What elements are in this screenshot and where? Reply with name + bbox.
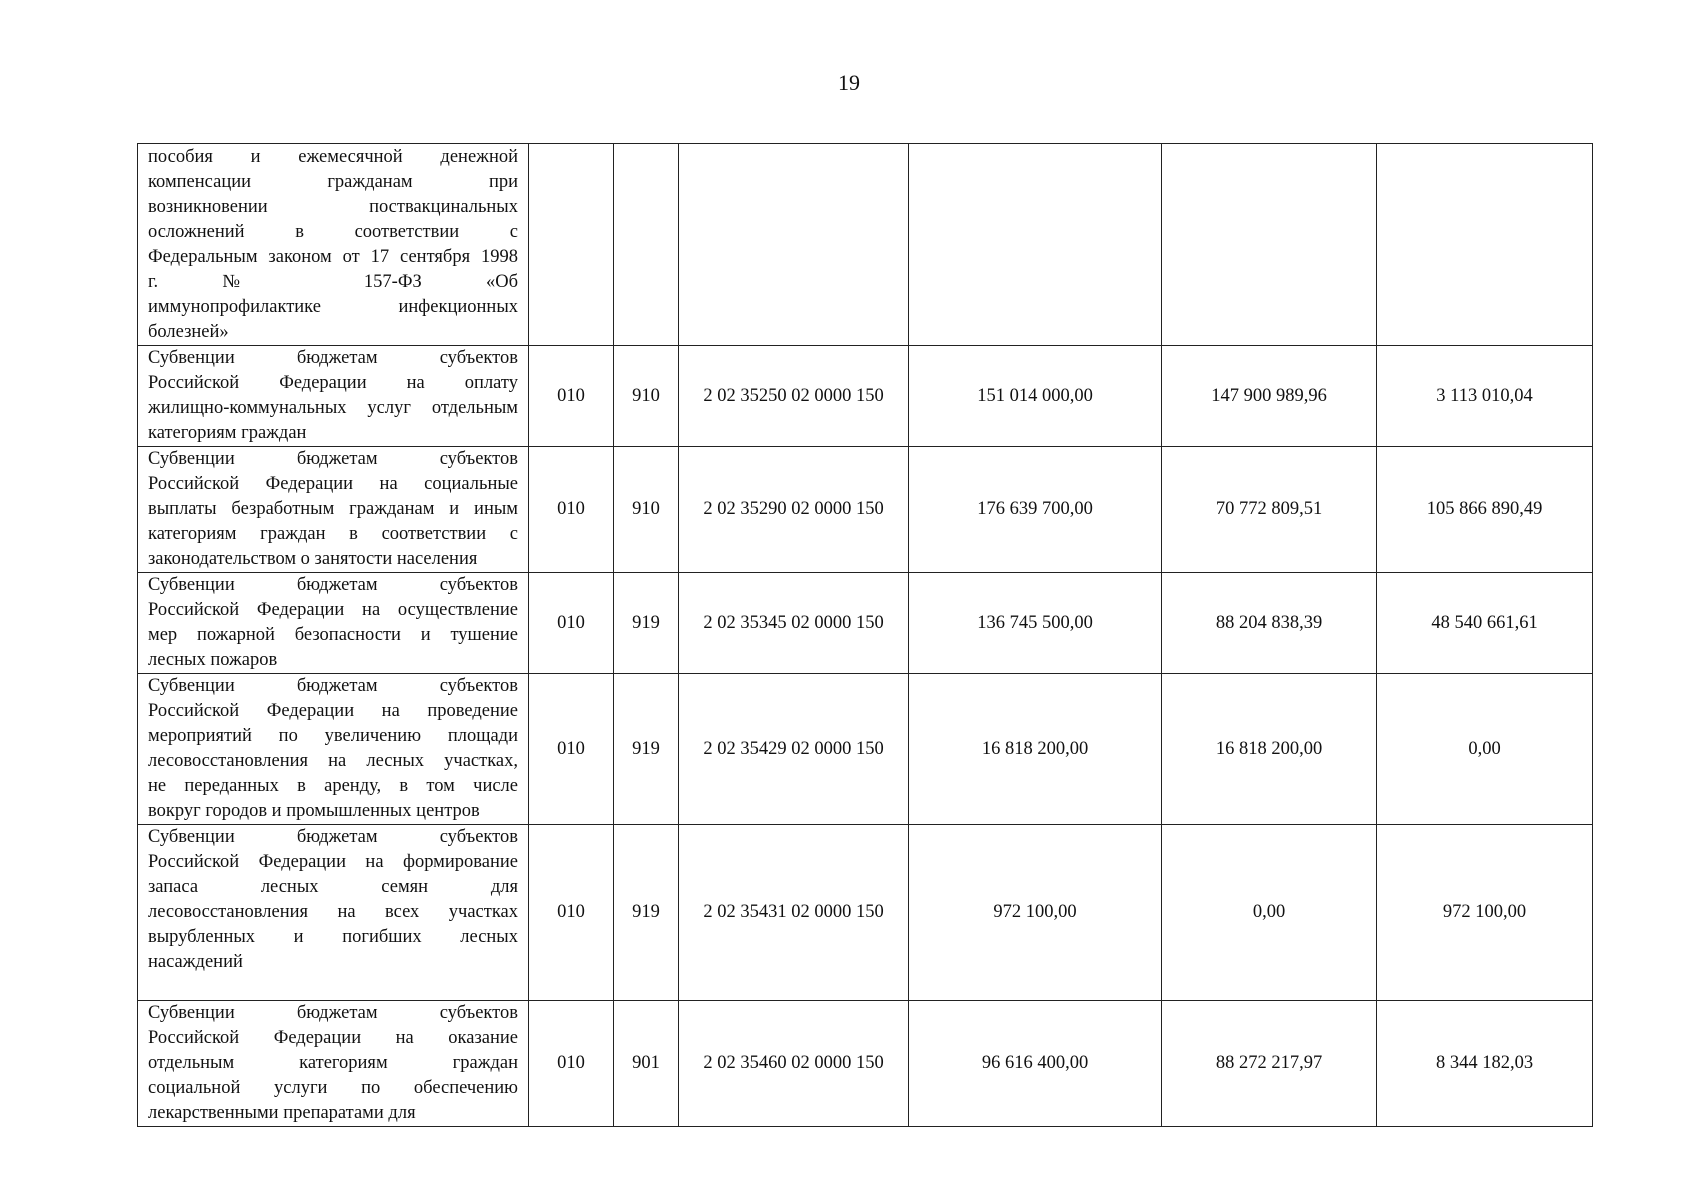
grbs-code-cell: 901 [614, 1001, 679, 1127]
admin-code-cell: 010 [529, 573, 614, 674]
description-line: не переданных в аренду, в том числе [148, 776, 518, 796]
admin-code-cell: 010 [529, 1001, 614, 1127]
planned-amount-cell: 151 014 000,00 [909, 346, 1162, 447]
remaining-amount-cell: 105 866 890,49 [1377, 447, 1593, 573]
description-line: пособия и ежемесячной денежной [148, 146, 518, 167]
executed-amount-cell [1162, 144, 1377, 346]
description-line: законодательством о занятости населения [148, 549, 478, 569]
description-line: мер пожарной безопасности и тушение [148, 625, 518, 645]
description-line: вокруг городов и промышленных центров [148, 801, 480, 821]
description-line: категориям граждан в соответствии с [148, 524, 518, 544]
planned-amount-cell: 176 639 700,00 [909, 447, 1162, 573]
planned-amount-cell: 136 745 500,00 [909, 573, 1162, 674]
remaining-amount-cell: 972 100,00 [1377, 825, 1593, 1001]
grbs-code-cell: 919 [614, 674, 679, 825]
executed-amount-cell: 147 900 989,96 [1162, 346, 1377, 447]
description-line: Российской Федерации на оплату [148, 373, 518, 393]
description-line: запаса лесных семян для [148, 877, 518, 897]
description-line: г. № 157-ФЗ «Об [148, 271, 518, 292]
grbs-code-cell: 919 [614, 825, 679, 1001]
planned-amount-cell: 16 818 200,00 [909, 674, 1162, 825]
description-cell [138, 346, 529, 447]
remaining-amount-cell: 48 540 661,61 [1377, 573, 1593, 674]
description-line: жилищно-коммунальных услуг отдельным [148, 398, 518, 418]
budget-table [137, 143, 1593, 1127]
description-line: Российской Федерации на формирование [148, 852, 518, 872]
description-line: Субвенции бюджетам субъектов [148, 1003, 518, 1023]
executed-amount-cell: 16 818 200,00 [1162, 674, 1377, 825]
grbs-code-cell: 910 [614, 346, 679, 447]
description-line: насаждений [148, 952, 243, 972]
description-line: лекарственными препаратами для [148, 1103, 416, 1123]
description-line: социальной услуги по обеспечению [148, 1078, 518, 1098]
table-row [138, 674, 1593, 825]
description-line: Российской Федерации на осуществление [148, 600, 518, 620]
description-line: Субвенции бюджетам субъектов [148, 449, 518, 469]
description-line: категориям граждан [148, 423, 307, 443]
table-row [138, 1001, 1593, 1127]
admin-code-cell: 010 [529, 674, 614, 825]
remaining-amount-cell [1377, 144, 1593, 346]
description-cell [138, 447, 529, 573]
page-number: 19 [838, 70, 860, 95]
admin-code-cell: 010 [529, 447, 614, 573]
grbs-code-cell: 910 [614, 447, 679, 573]
description-line: Субвенции бюджетам субъектов [148, 676, 518, 696]
budget-classification-code-cell: 2 02 35431 02 0000 150 [679, 825, 909, 1001]
grbs-code-cell [614, 144, 679, 346]
remaining-amount-cell: 3 113 010,04 [1377, 346, 1593, 447]
budget-classification-code-cell: 2 02 35250 02 0000 150 [679, 346, 909, 447]
description-cell [138, 573, 529, 674]
description-cell [138, 144, 529, 346]
description-line: Российской Федерации на социальные [148, 474, 518, 494]
description-line: осложнений в соответствии с [148, 221, 518, 242]
budget-classification-code-cell: 2 02 35345 02 0000 150 [679, 573, 909, 674]
admin-code-cell: 010 [529, 825, 614, 1001]
description-line: лесовосстановления на лесных участках, [148, 751, 518, 771]
table-row [138, 825, 1593, 1001]
description-line: Субвенции бюджетам субъектов [148, 827, 518, 847]
description-line: Субвенции бюджетам субъектов [148, 348, 518, 368]
description-line: Российской Федерации на оказание [148, 1028, 518, 1048]
description-cell [138, 1001, 529, 1127]
description-line: иммунопрофилактике инфекционных [148, 296, 518, 317]
description-line: отдельным категориям граждан [148, 1053, 518, 1073]
executed-amount-cell: 88 204 838,39 [1162, 573, 1377, 674]
description-line: мероприятий по увеличению площади [148, 726, 518, 746]
planned-amount-cell: 96 616 400,00 [909, 1001, 1162, 1127]
description-line: лесных пожаров [148, 650, 278, 670]
budget-classification-code-cell: 2 02 35429 02 0000 150 [679, 674, 909, 825]
description-line: Субвенции бюджетам субъектов [148, 575, 518, 595]
planned-amount-cell: 972 100,00 [909, 825, 1162, 1001]
budget-classification-code-cell: 2 02 35290 02 0000 150 [679, 447, 909, 573]
description-line: вырубленных и погибших лесных [148, 927, 518, 947]
description-line: лесовосстановления на всех участках [148, 902, 518, 922]
budget-classification-code-cell: 2 02 35460 02 0000 150 [679, 1001, 909, 1127]
table-row [138, 346, 1593, 447]
planned-amount-cell [909, 144, 1162, 346]
description-line: возникновении поствакцинальных [148, 196, 518, 217]
admin-code-cell: 010 [529, 346, 614, 447]
description-line: Российской Федерации на проведение [148, 701, 518, 721]
description-line: компенсации гражданам при [148, 171, 518, 192]
description-line: болезней» [148, 321, 229, 342]
grbs-code-cell: 919 [614, 573, 679, 674]
description-cell [138, 674, 529, 825]
remaining-amount-cell: 8 344 182,03 [1377, 1001, 1593, 1127]
table-row [138, 144, 1593, 346]
remaining-amount-cell: 0,00 [1377, 674, 1593, 825]
admin-code-cell [529, 144, 614, 346]
executed-amount-cell: 88 272 217,97 [1162, 1001, 1377, 1127]
table-row [138, 447, 1593, 573]
description-line: Федеральным законом от 17 сентября 1998 [148, 246, 518, 267]
description-cell [138, 825, 529, 1001]
executed-amount-cell: 0,00 [1162, 825, 1377, 1001]
description-line: выплаты безработным гражданам и иным [148, 499, 518, 519]
table-row [138, 573, 1593, 674]
executed-amount-cell: 70 772 809,51 [1162, 447, 1377, 573]
budget-classification-code-cell [679, 144, 909, 346]
